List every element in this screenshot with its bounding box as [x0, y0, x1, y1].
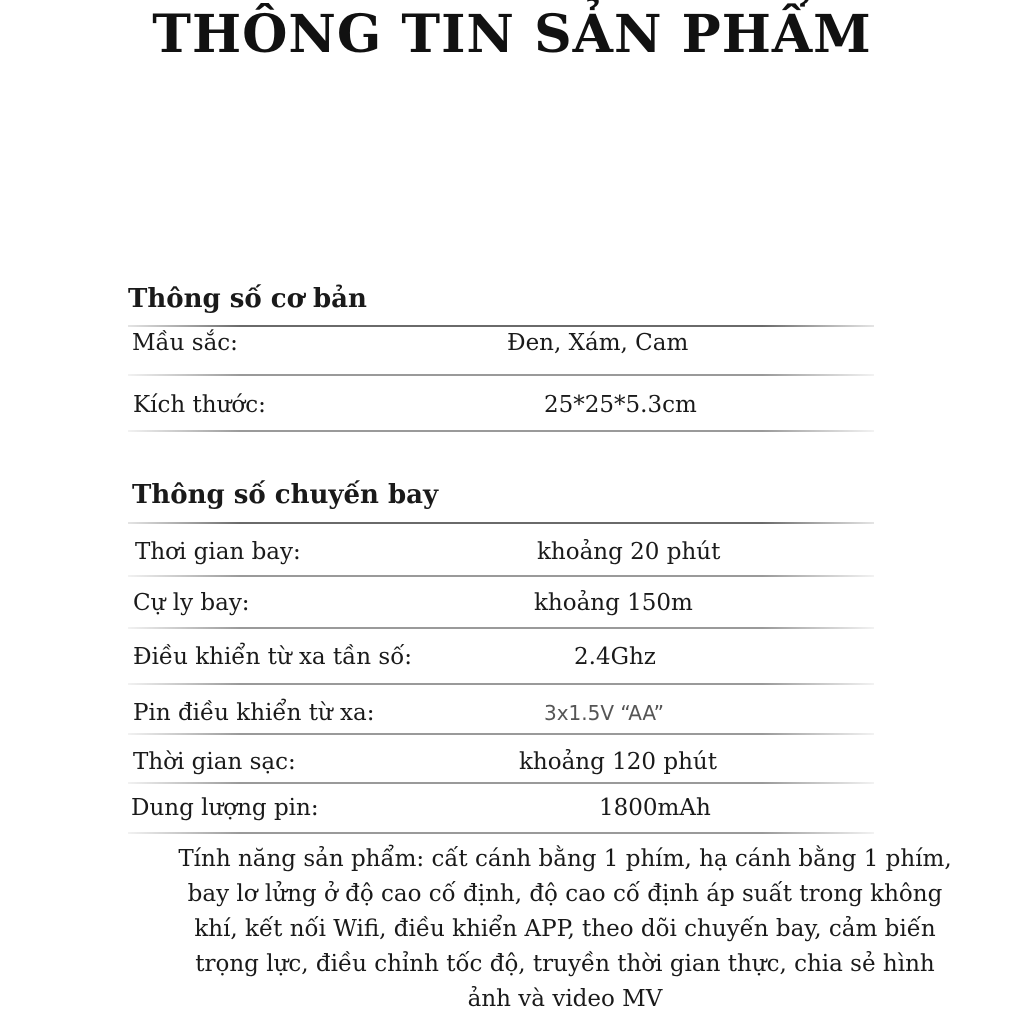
spec-value-flight-time: khoảng 20 phút: [537, 539, 721, 565]
spec-label-size: Kích thước:: [133, 392, 266, 418]
spec-value-color: Đen, Xám, Cam: [507, 330, 689, 356]
spec-label-flight-time: Thơi gian bay:: [135, 539, 301, 565]
spec-value-battery-capacity: 1800mAh: [599, 795, 711, 821]
divider: [128, 782, 874, 784]
spec-value-charge-time: khoảng 120 phút: [519, 749, 717, 775]
features-paragraph: Tính năng sản phẩm: cất cánh bằng 1 phím, hạ cánh bằng 1 phím, bay lơ lửng ở độ cao cố định, độ cao cố định áp suất trong không khí, kết nối Wifi, điều khiển APP, theo dõi chuyến bay, cảm biến trọng lực, điều chỉnh tốc độ, truyền thời gian thực, chia sẻ hình ảnh và video MV: [178, 846, 952, 1012]
page-title: THÔNG TIN SẢN PHẨM: [152, 4, 872, 65]
spec-value-size: 25*25*5.3cm: [544, 392, 697, 418]
divider: [128, 575, 874, 577]
spec-value-remote-frequency: 2.4Ghz: [574, 644, 656, 670]
divider: [128, 325, 874, 327]
divider: [128, 374, 874, 376]
spec-label-remote-frequency: Điều khiển từ xa tần số:: [133, 644, 413, 670]
spec-label-range: Cự ly bay:: [133, 590, 250, 616]
spec-label-charge-time: Thời gian sạc:: [133, 749, 296, 775]
divider: [128, 522, 874, 524]
flight-specs-heading: Thông số chuyến bay: [132, 480, 439, 510]
divider: [128, 832, 874, 834]
spec-label-remote-battery: Pin điều khiển từ xa:: [133, 700, 375, 726]
divider: [128, 627, 874, 629]
spec-label-battery-capacity: Dung lượng pin:: [131, 795, 319, 821]
divider: [128, 683, 874, 685]
divider: [128, 733, 874, 735]
spec-value-remote-battery: 3x1.5V “AA”: [544, 701, 664, 725]
spec-label-color: Mầu sắc:: [132, 330, 238, 356]
basic-specs-heading: Thông số cơ bản: [128, 284, 367, 314]
spec-value-range: khoảng 150m: [534, 590, 693, 616]
divider: [128, 430, 874, 432]
